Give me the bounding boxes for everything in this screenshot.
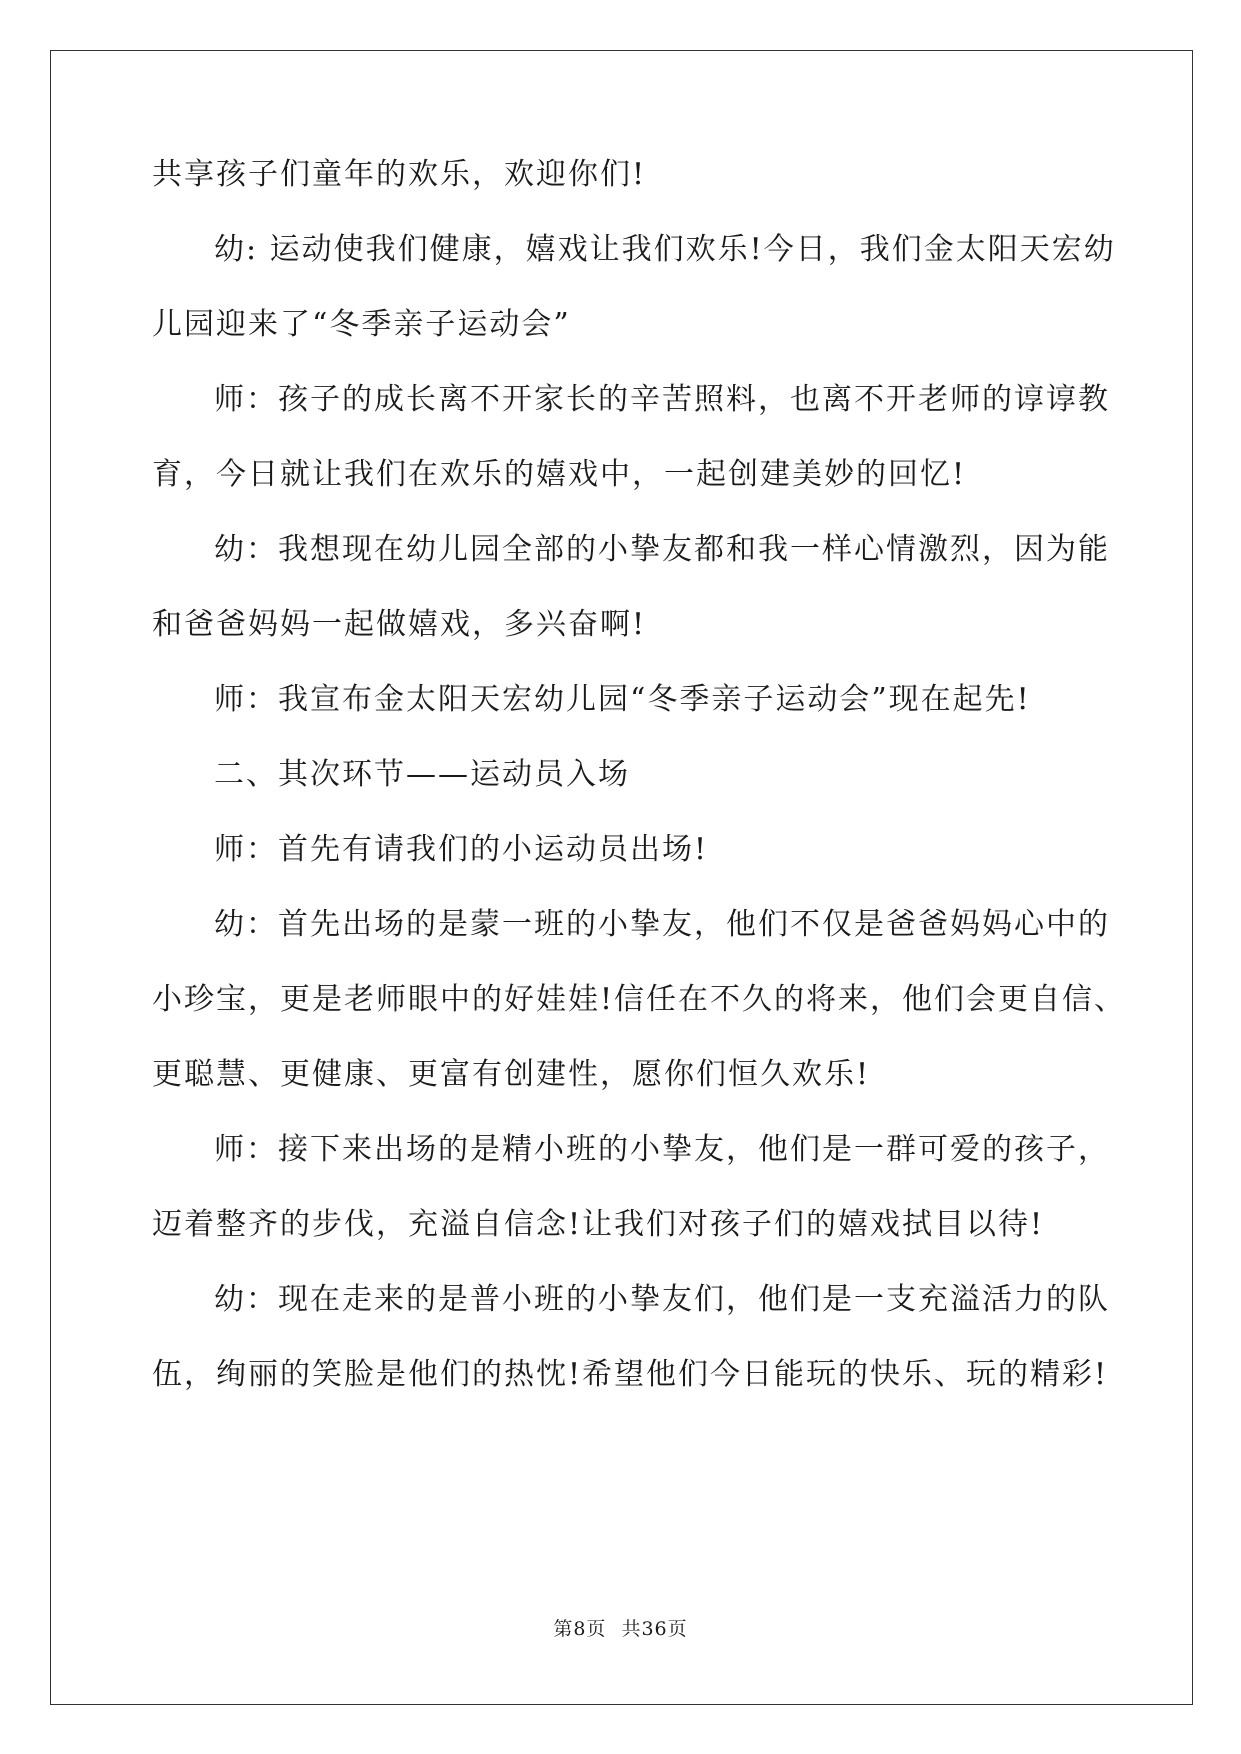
text-line: 育，今日就让我们在欢乐的嬉戏中，一起创建美妙的回忆! (152, 457, 967, 492)
text-line: 幼：首先出场的是蒙一班的小挚友，他们不仅是爸爸妈妈心中的 (214, 907, 1110, 942)
text-line: 幼：现在走来的是普小班的小挚友们，他们是一支充溢活力的队 (214, 1282, 1110, 1317)
page-number: 第8页 (553, 1618, 607, 1640)
text-line: 师：我宣布金太阳天宏幼儿园“冬季亲子运动会”现在起先! (214, 682, 1031, 717)
text-line: 儿园迎来了“冬季亲子运动会” (152, 307, 571, 342)
text-line: 更聪慧、更健康、更富有创建性，愿你们恒久欢乐! (152, 1057, 871, 1092)
text-line: 师：接下来出场的是精小班的小挚友，他们是一群可爱的孩子， (214, 1132, 1110, 1167)
text-line: 共享孩子们童年的欢乐，欢迎你们! (152, 157, 647, 192)
section-heading: 二、其次环节——运动员入场 (214, 757, 630, 792)
text-line: 迈着整齐的步伐，充溢自信念!让我们对孩子们的嬉戏拭目以待! (152, 1207, 1045, 1242)
text-line: 和爸爸妈妈一起做嬉戏，多兴奋啊! (152, 607, 647, 642)
text-line: 幼：我想现在幼儿园全部的小挚友都和我一样心情激烈，因为能 (214, 532, 1110, 567)
text-line: 师：首先有请我们的小运动员出场! (214, 832, 709, 867)
page-total: 共36页 (621, 1618, 688, 1640)
page-footer (0, 1617, 1241, 1641)
text-line: 小珍宝，更是老师眼中的好娃娃!信任在不久的将来，他们会更自信、 (152, 982, 1127, 1017)
page-border (50, 50, 1193, 1705)
text-line: 幼: 运动使我们健康，嬉戏让我们欢乐!今日，我们金太阳天宏幼 (214, 232, 1116, 267)
text-line: 师：孩子的成长离不开家长的辛苦照料，也离不开老师的谆谆教 (214, 382, 1110, 417)
text-line: 伍，绚丽的笑脸是他们的热忱!希望他们今日能玩的快乐、玩的精彩! (152, 1357, 1109, 1392)
